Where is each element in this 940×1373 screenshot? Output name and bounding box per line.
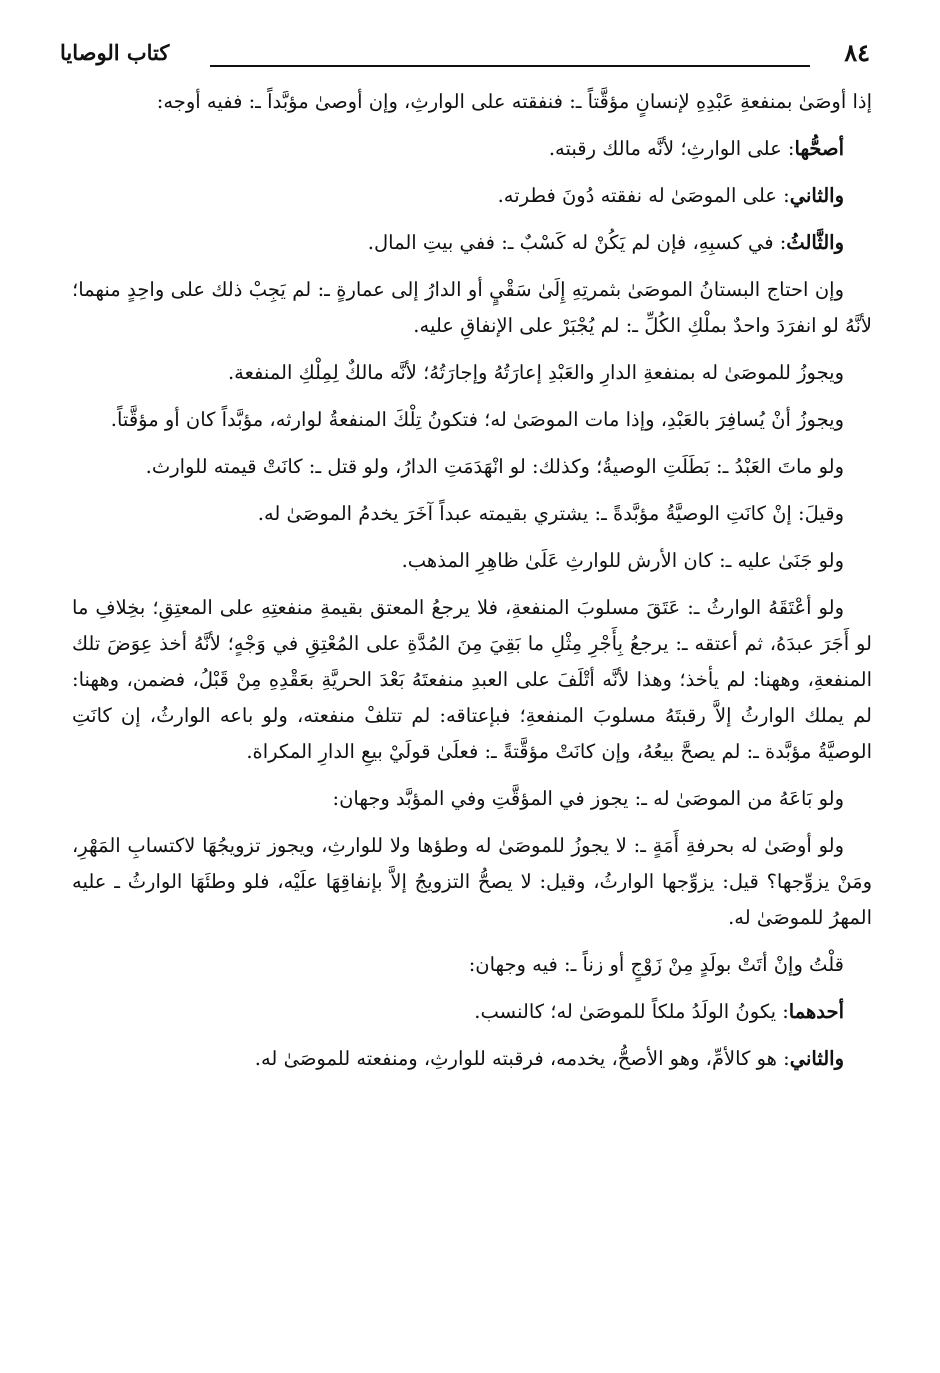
paragraph-text: إذا أوصَىٰ بمنفعةِ عَبْدِهِ لإنسانٍ مؤقَّتاً ـ: فنفقته على الوارثِ، وإن أوصىٰ مؤبَّداً ـ: ففيه أوجه: <box>156 90 872 113</box>
paragraph <box>72 402 872 438</box>
paragraph-text: وقيلَ: إنْ كانَتِ الوصيَّةُ مؤبَّدةً ـ: يشتري بقيمته عبداً آخَرَ يخدمُ الموصَىٰ له. <box>257 502 844 525</box>
paragraph-text: ولو أعْتَقَهُ الوارثُ ـ: عَتَقَ مسلوبَ المنفعةِ، فلا يرجعُ المعتق بقيمةِ منفعتِهِ على المعتِقِ؛ بخِلافِ ما لو أَجَرَ عبدَهُ، ثم أعتقه ـ: يرجعُ بِأَجْرِ مِثْلِ ما بَقِيَ مِنَ المُدَّةِ على المُعْتِقِ في وَجْهٍ؛ لأنَّهُ أخذ عِوَضَ تلك المنفعةِ، وههنا: لم يأخذ؛ وهذا لأنَّه أتْلَفَ على العبدِ منفعتَهُ بَعْدَ الحريَّةِ بعَقْدِهِ مِنْ قَبْلُ، فضمن، وههنا: لم يملك الوارثُ إلاَّ رقبتَهُ مسلوبَ المنفعةِ؛ فبإعتاقه: لم تتلفْ منفعته، ولو باعه الوارثُ، إن كانَتِ الوصيَّةُ مؤبَّدة ـ: لم يصحَّ بيعُهُ، وإن كانَتْ مؤقَّتةً ـ: فعلَىٰ قولَيْ بيعِ الدارِ المكراة. <box>72 596 872 763</box>
paragraph-text: وإن احتاج البستانُ الموصَىٰ بثمرتِهِ إِلَىٰ سَقْيٍ أو الدارُ إلى عمارةٍ ـ: لم يَجِبْ ذلك على واحِدٍ منهما؛ لأنَّهُ لو انفرَدَ واحدٌ بملْكِ الكُلِّ ـ: لم يُجْبَرْ على الإنفاقِ عليه. <box>72 278 872 337</box>
paragraph-text: : في كسبِهِ، فإن لم يَكُنْ له كَسْبٌ ـ: ففي بيتِ المال. <box>367 231 787 254</box>
paragraph <box>72 828 872 936</box>
paragraph-text: ولو أوصَىٰ له بحرفةِ أَمَةٍ ـ: لا يجوزُ للموصَىٰ له وطؤها ولا للوارثِ، ويجوز تزويجُهَا لاكتسابِ المَهْرِ، ومَنْ يزوِّجها؟ قيل: يزوِّجها الوارثُ، وقيل: لا يصحُّ التزويجُ إلاَّ بإنفاقِهَا علَيْه، فلو وطئَهَا الوارثُ ـ عليه المهرُ للموصَىٰ له. <box>72 834 872 929</box>
paragraph-text: ويجوزُ للموصَىٰ له بمنفعةِ الدارِ والعَبْدِ إعارَتُهُ وإجارَتُهُ؛ لأنَّه مالكٌ لِمِلْكِ المنفعة. <box>227 361 844 384</box>
paragraph <box>72 994 872 1030</box>
paragraph <box>72 590 872 770</box>
paragraph <box>72 131 872 167</box>
page-header <box>60 38 870 78</box>
paragraph-lead: والثَّالثُ <box>786 231 844 254</box>
paragraph-text: : على الموصَىٰ له نفقته دُونَ فطرته. <box>497 184 790 207</box>
page-body <box>72 84 872 1088</box>
paragraph-text: : على الوارثِ؛ لأنَّه مالك رقبته. <box>548 137 795 160</box>
paragraph <box>72 543 872 579</box>
header-rule <box>210 65 810 67</box>
paragraph-lead: والثاني <box>789 184 844 207</box>
paragraph-text: : يكونُ الولَدُ ملكاً للموصَىٰ له؛ كالنسب. <box>474 1000 789 1023</box>
paragraph <box>72 781 872 817</box>
page-number: ٨٤ <box>844 38 870 67</box>
book-title: كتاب الوصايا <box>60 40 170 65</box>
paragraph-lead: أصحُّها <box>794 137 844 160</box>
paragraph-text: : هو كالأمِّ، وهو الأصحُّ، يخدمه، فرقبته للوارثِ، ومنفعته للموصَىٰ له. <box>254 1047 790 1070</box>
paragraph <box>72 449 872 485</box>
paragraph-text: ولو بَاعَهُ من الموصَىٰ له ـ: يجوز في المؤقَّتِ وفي المؤبَّد وجهان: <box>332 787 844 810</box>
paragraph-text: ولو ماتَ العَبْدُ ـ: بَطَلَتِ الوصيةُ؛ وكذلك: لو انْهَدَمَتِ الدارُ، ولو قتل ـ: كانَتْ قيمته للوارث. <box>145 455 844 478</box>
paragraph-text: قلْتُ وإنْ أتَتْ بولَدٍ مِنْ زَوْجٍ أو زناً ـ: فيه وجهان: <box>468 953 844 976</box>
paragraph <box>72 496 872 532</box>
paragraph <box>72 225 872 261</box>
paragraph <box>72 1041 872 1077</box>
paragraph-lead: أحدهما <box>788 1000 844 1023</box>
paragraph <box>72 178 872 214</box>
paragraph-text: ولو جَنَىٰ عليه ـ: كان الأرش للوارثِ عَلَىٰ ظاهِرِ المذهب. <box>401 549 844 572</box>
paragraph-lead: والثاني <box>789 1047 844 1070</box>
paragraph <box>72 355 872 391</box>
paragraph <box>72 947 872 983</box>
paragraph <box>72 84 872 120</box>
paragraph-text: ويجوزُ أنْ يُسافِرَ بالعَبْدِ، وإذا مات الموصَىٰ له؛ فتكونُ تِلْكَ المنفعةُ لوارثه، مؤبَّداً كان أو مؤقَّتاً. <box>110 408 844 431</box>
paragraph <box>72 272 872 344</box>
